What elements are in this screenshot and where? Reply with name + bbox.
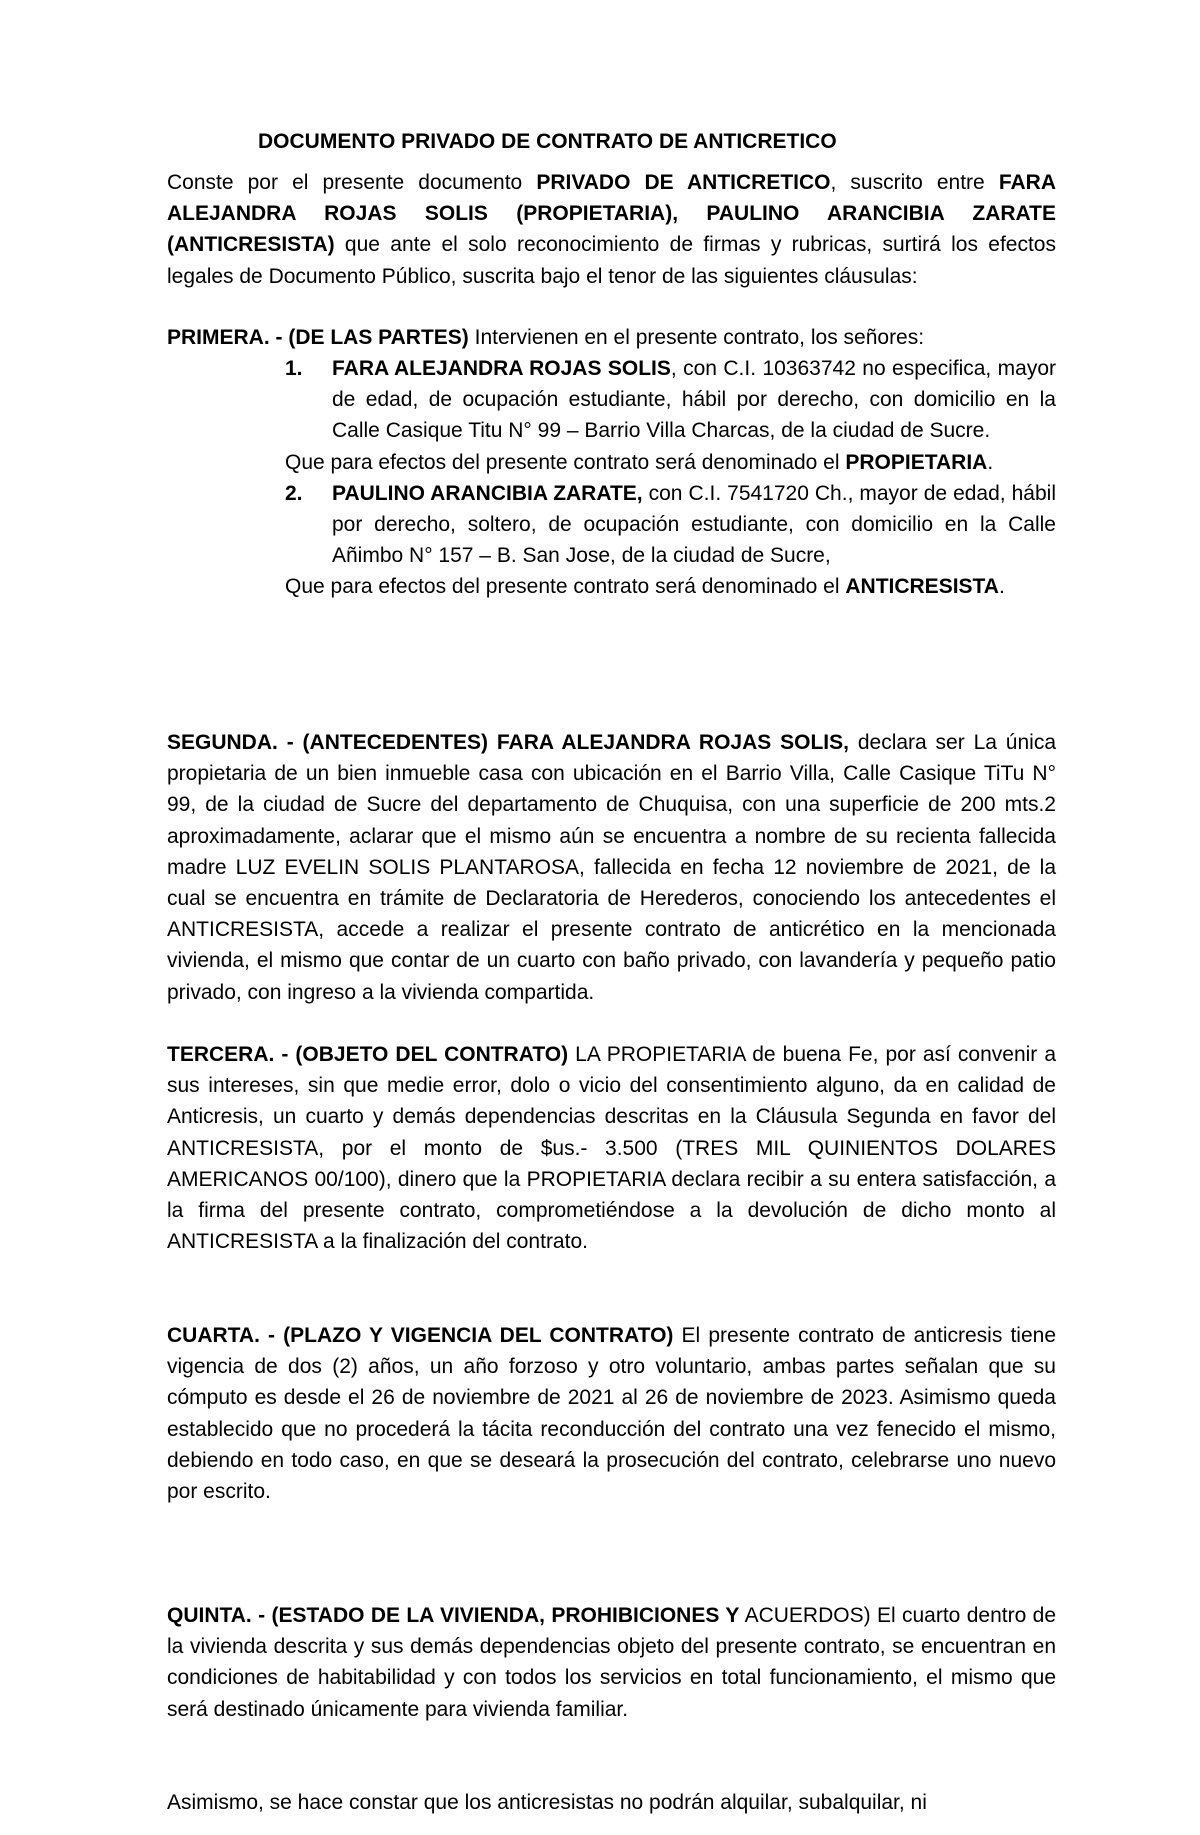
list-item-party-2 [285, 478, 1056, 572]
paragraph-text: Asimismo, se hace constar que los anticresistas no podrán alquilar, subalquilar, ni [167, 1791, 927, 1814]
clause-heading: TERCERA. - (OBJETO DEL CONTRATO) [167, 1043, 569, 1066]
intro-bold-parties: FARA ALEJANDRA ROJAS SOLIS (PROPIETARIA), PAULINO ARANCIBIA ZARATE (ANTICRESISTA) [167, 171, 1056, 257]
list-number: 2. [285, 481, 303, 505]
intro-paragraph [167, 167, 1056, 292]
clause-text: LA PROPIETARIA de buena Fe, por así convenir a sus intereses, sin que medie error, dolo o vicio del consentimiento alguno, da en calidad de Anticresis, un cuarto y demás dependencias descritas en la Cláusula Segunda en favor del ANTICRESISTA, por el monto de $us.- 3.500 (TRES MIL QUINIENTOS DOLARES AMERICANOS 00/100), dinero que la PROPIETARIA declara recibir a su entera satisfacción, a la firma del presente contrato, comprometiéndose a la devolución de dicho monto al ANTICRESISTA a la finalización del contrato. [167, 1043, 1056, 1254]
denomination-role: ANTICRESISTA [845, 575, 999, 599]
denomination-text: Que para efectos del presente contrato será denominado el [285, 575, 846, 599]
party-details: con C.I. 7541720 Ch., mayor de edad, hábil por derecho, soltero, de ocupación estudiante, con domicilio en la Calle Añimbo N° 157 – B. San Jose, de la ciudad de Sucre, [332, 481, 1056, 568]
clause-text: ACUERDOS) El cuarto dentro de la vivienda descrita y sus demás dependencias objeto del presente contrato, se encuentran en condiciones de habitabilidad y con todos los servicios en total funcionamiento, el mismo que será destinado únicamente para vivienda familiar. [167, 1604, 1056, 1721]
list-number: 1. [285, 357, 303, 380]
clause-heading: SEGUNDA. - (ANTECEDENTES) FARA ALEJANDRA ROJAS SOLIS, [167, 731, 849, 754]
clause-heading: CUARTA. - (PLAZO Y VIGENCIA DEL CONTRATO) [167, 1324, 674, 1347]
intro-bold-contract-type: PRIVADO DE ANTICRETICO [536, 171, 831, 194]
denomination-end: . [987, 450, 994, 474]
intro-text: , suscrito entre [830, 171, 999, 194]
clause-primera [167, 322, 1056, 353]
clause-heading: QUINTA. - (ESTADO DE LA VIVIENDA, PROHIBICIONES Y [167, 1604, 740, 1627]
clause-text: declara ser La única propietaria de un bien inmueble casa con ubicación en el Barrio Villa, Calle Casique TiTu N° 99, de la ciudad de Sucre del departamento de Chuquisa, con una superficie de 200 mts.2 aproximadamente, aclarar que el mismo aún se encuentra a nombre de su recienta fallecida madre LUZ EVELIN SOLIS PLANTAROSA, fallecida en fecha 12 noviembre de 2021, de la cual se encuentra en trámite de Declaratoria de Herederos, conociendo los antecedentes el ANTICRESISTA, accede a realizar el presente contrato de anticrético en la mencionada vivienda, el mismo que contar de un cuarto con baño privado, con lavandería y pequeño patio privado, con ingreso a la vivienda compartida. [167, 731, 1056, 1004]
clause-quinta [167, 1600, 1056, 1725]
clause-segunda [167, 727, 1056, 1008]
clause-heading: PRIMERA. - (DE LAS PARTES) [167, 326, 469, 349]
denomination-role: PROPIETARIA [845, 450, 988, 474]
intro-text: que ante el solo reconocimiento de firmas y rubricas, surtirá los efectos legales de Documento Público, suscrita bajo el tenor de las siguientes cláusulas: [167, 233, 1056, 288]
document-title: DOCUMENTO PRIVADO DE CONTRATO DE ANTICRETICO [258, 130, 837, 153]
intro-text: Conste por el presente documento [167, 171, 537, 194]
party-list [285, 353, 1056, 603]
party-name: FARA ALEJANDRA ROJAS SOLIS [332, 357, 671, 380]
clause-text: Intervienen en el presente contrato, los señores: [468, 326, 925, 349]
clause-tercera [167, 1039, 1056, 1257]
denomination-line [285, 571, 1056, 602]
denomination-line [285, 447, 1056, 478]
asimismo-paragraph [167, 1787, 1056, 1818]
clause-text: El presente contrato de anticresis tiene vigencia de dos (2) años, un año forzoso y otro voluntario, ambas partes señalan que su cómputo es desde el 26 de noviembre de 2021 al 26 de noviembre de 2023. Asimismo queda establecido que no procederá la tácita reconducción del contrato una vez fenecido el mismo, debiendo en todo caso, en que se deseará la prosecución del contrato, celebrarse uno nuevo por escrito. [167, 1324, 1057, 1504]
list-item-party-1 [285, 353, 1056, 447]
denomination-text: Que para efectos del presente contrato será denominado el [285, 450, 846, 474]
party-name: PAULINO ARANCIBIA ZARATE, [332, 481, 643, 505]
clause-cuarta [167, 1320, 1056, 1507]
denomination-end: . [998, 575, 1005, 599]
party-details: , con C.I. 10363742 no especifica, mayor de edad, de ocupación estudiante, hábil por derecho, con domicilio en la Calle Casique Titu N° 99 – Barrio Villa Charcas, de la ciudad de Sucre. [332, 357, 1056, 443]
